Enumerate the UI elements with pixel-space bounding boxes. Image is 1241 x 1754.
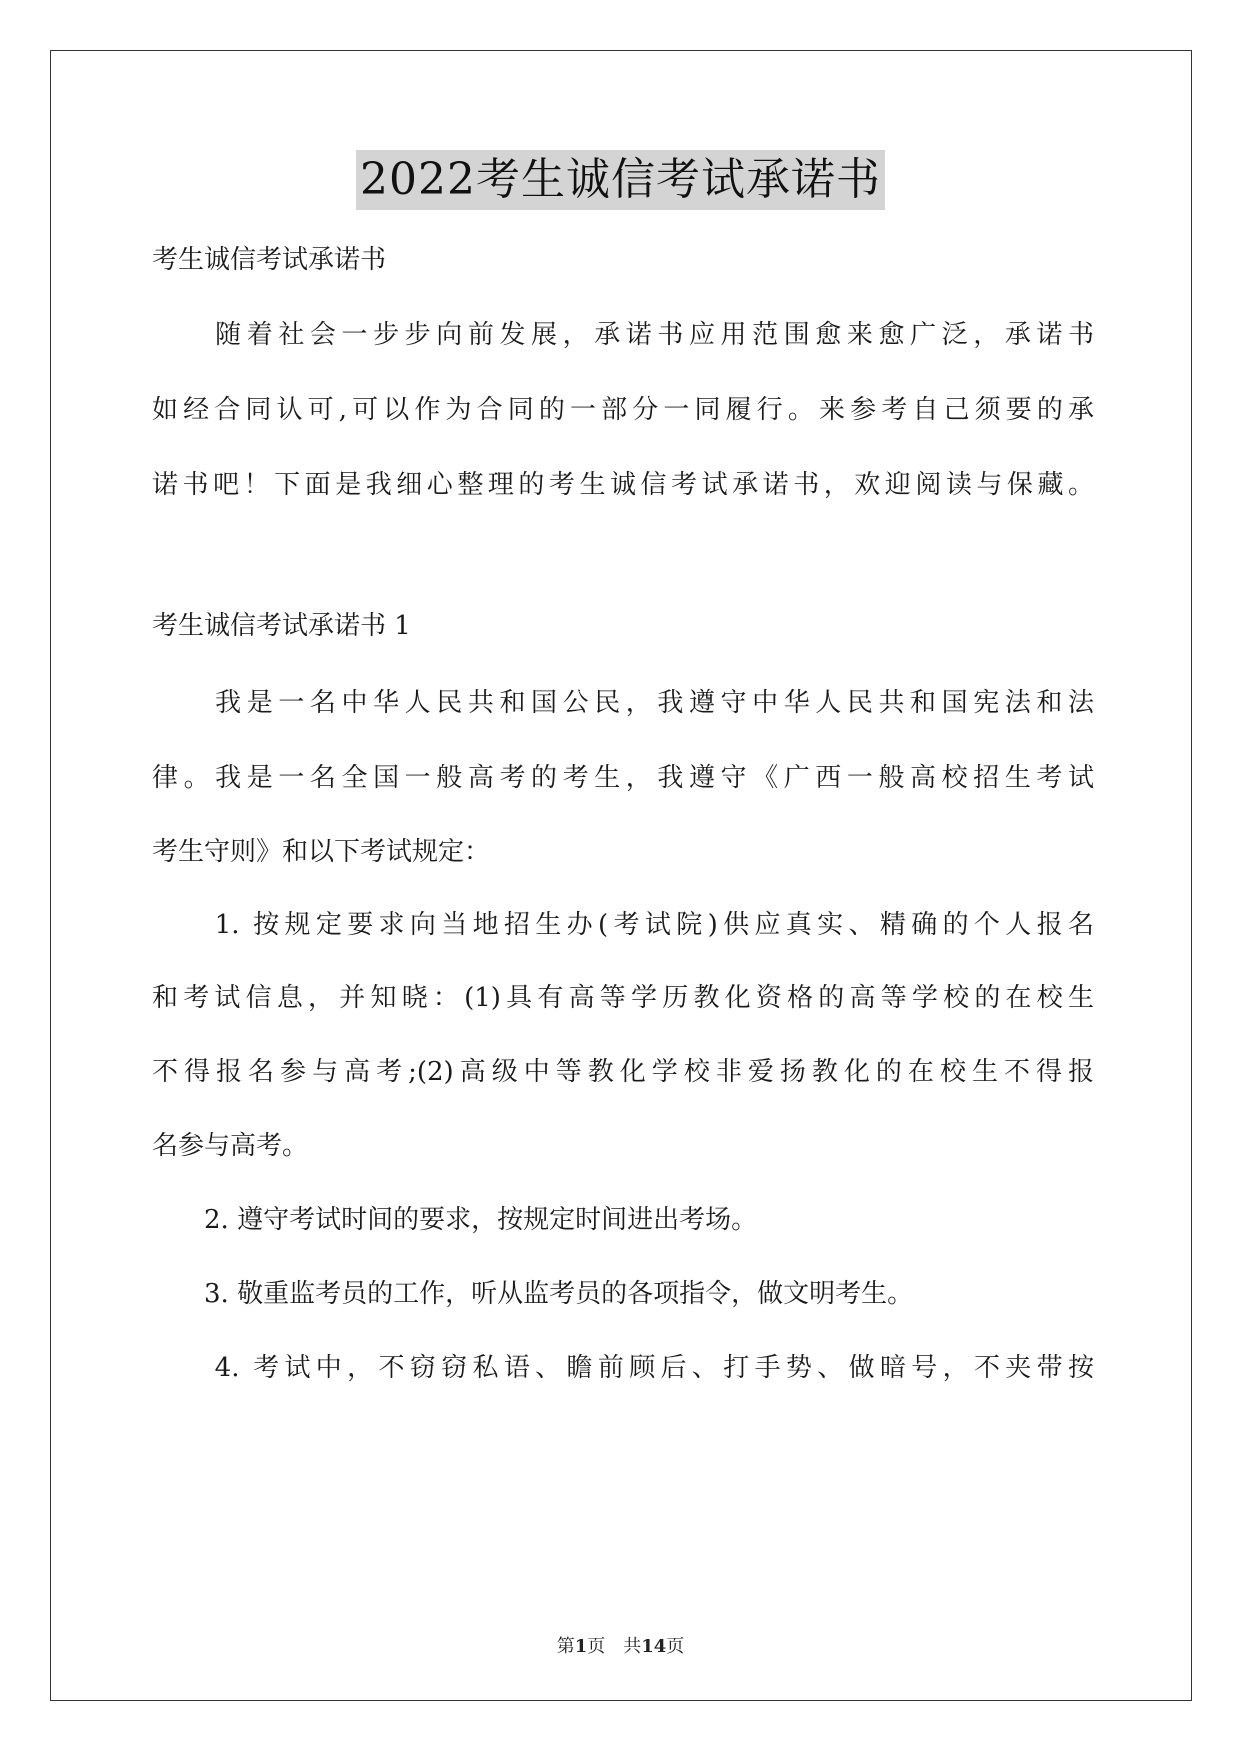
- paragraph-line: 如经合同认可,可以作为合同的一部分一同履行。来参考自己须要的承: [152, 395, 1094, 425]
- document-title: 2022考生诚信考试承诺书: [356, 150, 885, 210]
- paragraph-line: 我是一名中华人民共和国公民，我遵守中华人民共和国宪法和法: [152, 688, 1094, 718]
- section-heading: 考生诚信考试承诺书: [152, 245, 387, 275]
- current-page-number: 1: [574, 1636, 588, 1657]
- footer-mid: 页 共: [587, 1636, 642, 1657]
- paragraph-line: 考生守则》和以下考试规定：: [152, 837, 491, 867]
- section-heading: 考生诚信考试承诺书 1: [152, 611, 411, 641]
- list-item-line: 4. 考试中，不窃窃私语、瞻前顾后、打手势、做暗号，不夹带按: [152, 1353, 1094, 1383]
- paragraph-line: 律。我是一名全国一般高考的考生，我遵守《广西一般高校招生考试: [152, 763, 1094, 793]
- list-item-line: 1. 按规定要求向当地招生办(考试院)供应真实、精确的个人报名: [152, 910, 1094, 940]
- footer-suffix: 页: [666, 1636, 685, 1657]
- page-footer: [0, 1632, 1241, 1658]
- list-item-line: 名参与高考。: [152, 1131, 309, 1161]
- list-item-line: 和考试信息，并知晓：(1)具有高等学历教化资格的高等学校的在校生: [152, 983, 1094, 1013]
- total-page-number: 14: [641, 1636, 667, 1657]
- footer-prefix: 第: [556, 1636, 575, 1657]
- list-item-line: 2. 遵守考试时间的要求，按规定时间进出考场。: [152, 1205, 758, 1235]
- list-item-line: 3. 敬重监考员的工作，听从监考员的各项指令，做文明考生。: [152, 1279, 914, 1309]
- title-container: [0, 150, 1241, 210]
- paragraph-line: 诺书吧！下面是我细心整理的考生诚信考试承诺书，欢迎阅读与保藏。: [152, 470, 1094, 500]
- paragraph-line: 随着社会一步步向前发展，承诺书应用范围愈来愈广泛，承诺书: [152, 320, 1094, 350]
- list-item-line: 不得报名参与高考;(2)高级中等教化学校非爱扬教化的在校生不得报: [152, 1057, 1094, 1087]
- page-border: [50, 50, 1192, 1701]
